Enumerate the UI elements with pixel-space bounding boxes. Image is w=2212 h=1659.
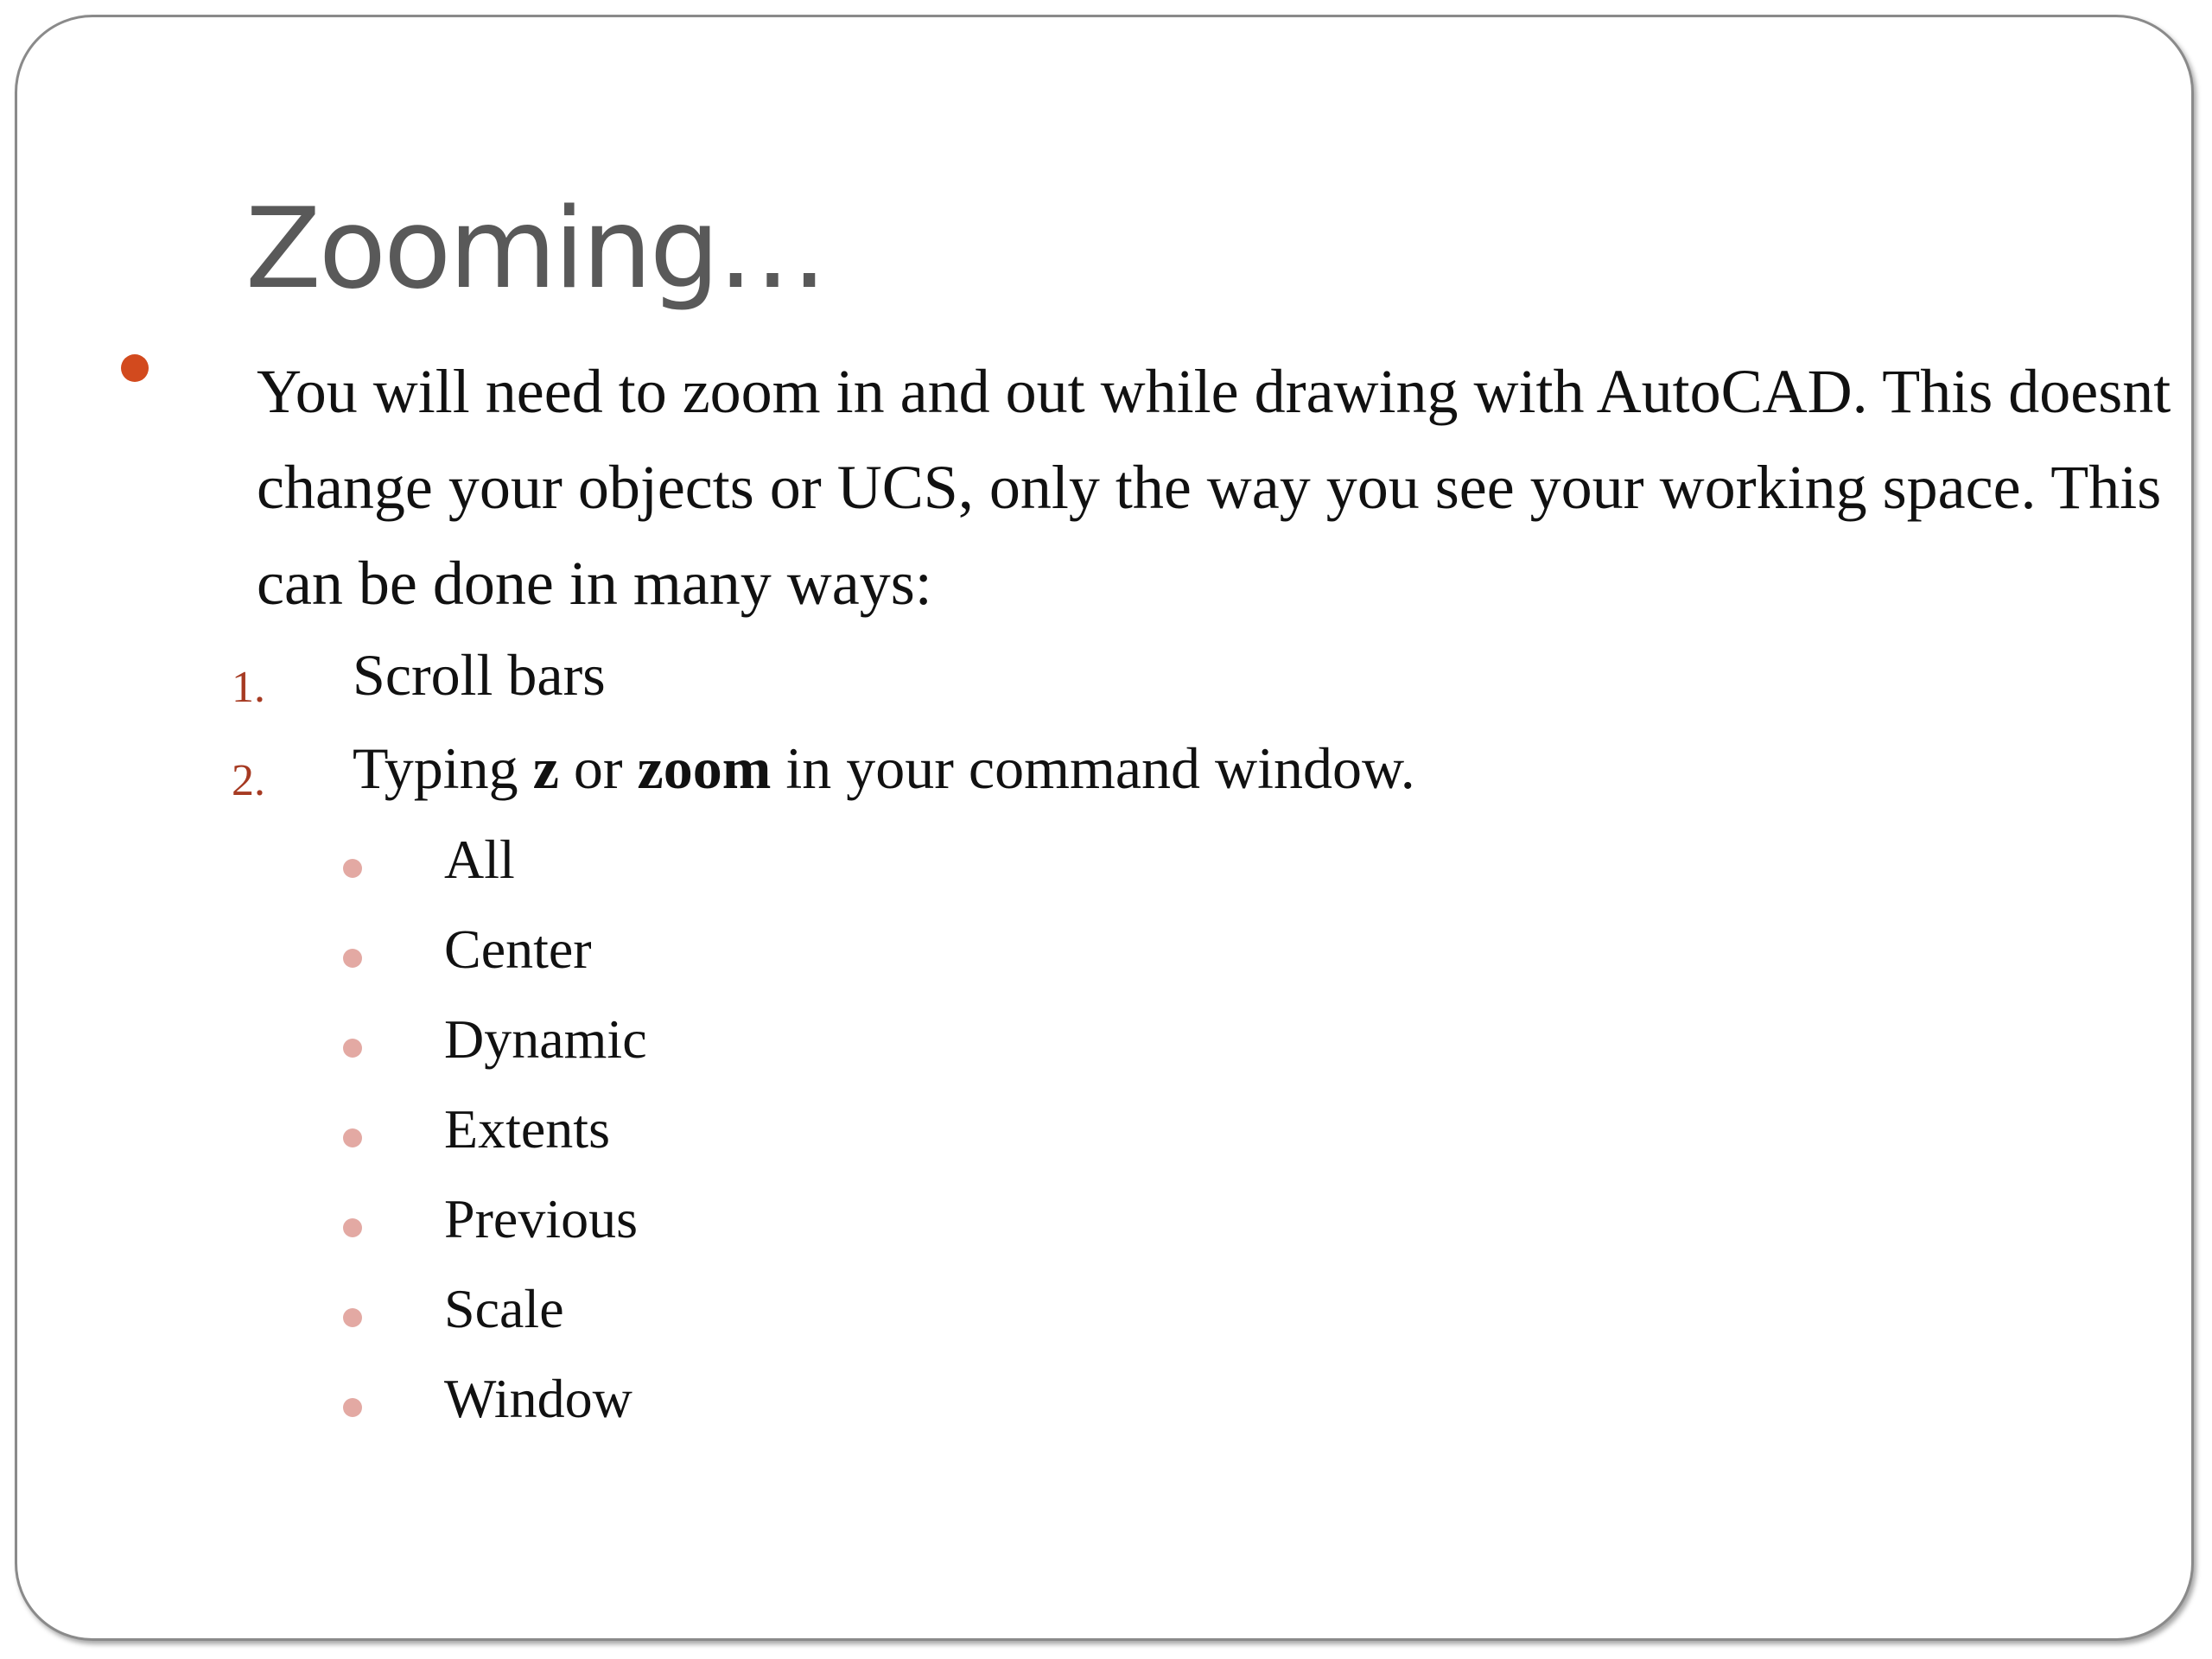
bullet-icon	[343, 1398, 362, 1417]
option-label: Previous	[444, 1188, 638, 1249]
list-item	[17, 1277, 1054, 1355]
item-number: 1.	[232, 663, 265, 712]
numbered-item	[17, 734, 2091, 821]
item-text: Scroll bars	[353, 642, 606, 708]
list-item	[17, 828, 1054, 906]
option-label: Window	[444, 1368, 632, 1429]
item-number: 2.	[232, 756, 265, 805]
text-segment: in your command window.	[771, 735, 1415, 801]
option-label: Center	[444, 918, 592, 980]
list-item	[17, 1367, 1054, 1445]
bullet-icon	[343, 1039, 362, 1058]
bullet-icon	[343, 1128, 362, 1147]
slide	[15, 15, 2194, 1641]
item-text	[353, 734, 1415, 803]
text-segment: Typing	[353, 735, 533, 801]
bullet-icon	[343, 949, 362, 968]
option-label: Dynamic	[444, 1008, 647, 1070]
bullet-icon	[343, 1308, 362, 1327]
option-label: All	[444, 829, 515, 890]
bold-command: z	[532, 735, 559, 801]
bold-command: zoom	[637, 735, 772, 801]
numbered-item	[17, 641, 2091, 728]
text-segment: or	[558, 735, 638, 801]
list-item	[17, 1007, 1054, 1085]
body-paragraph: You will need to zoom in and out while drawing with AutoCAD. This doesnt change your objects or UCS, only the way you see your working space. This can be done in many ways:	[257, 357, 2171, 618]
bullet-icon	[121, 354, 149, 382]
option-label: Extents	[444, 1098, 610, 1160]
list-item	[17, 1187, 1054, 1265]
list-item	[17, 918, 1054, 995]
option-label: Scale	[444, 1278, 564, 1339]
bullet-icon	[343, 859, 362, 878]
bullet-icon	[343, 1218, 362, 1237]
slide-title: Zooming…	[245, 185, 825, 314]
list-item	[17, 1097, 1054, 1175]
